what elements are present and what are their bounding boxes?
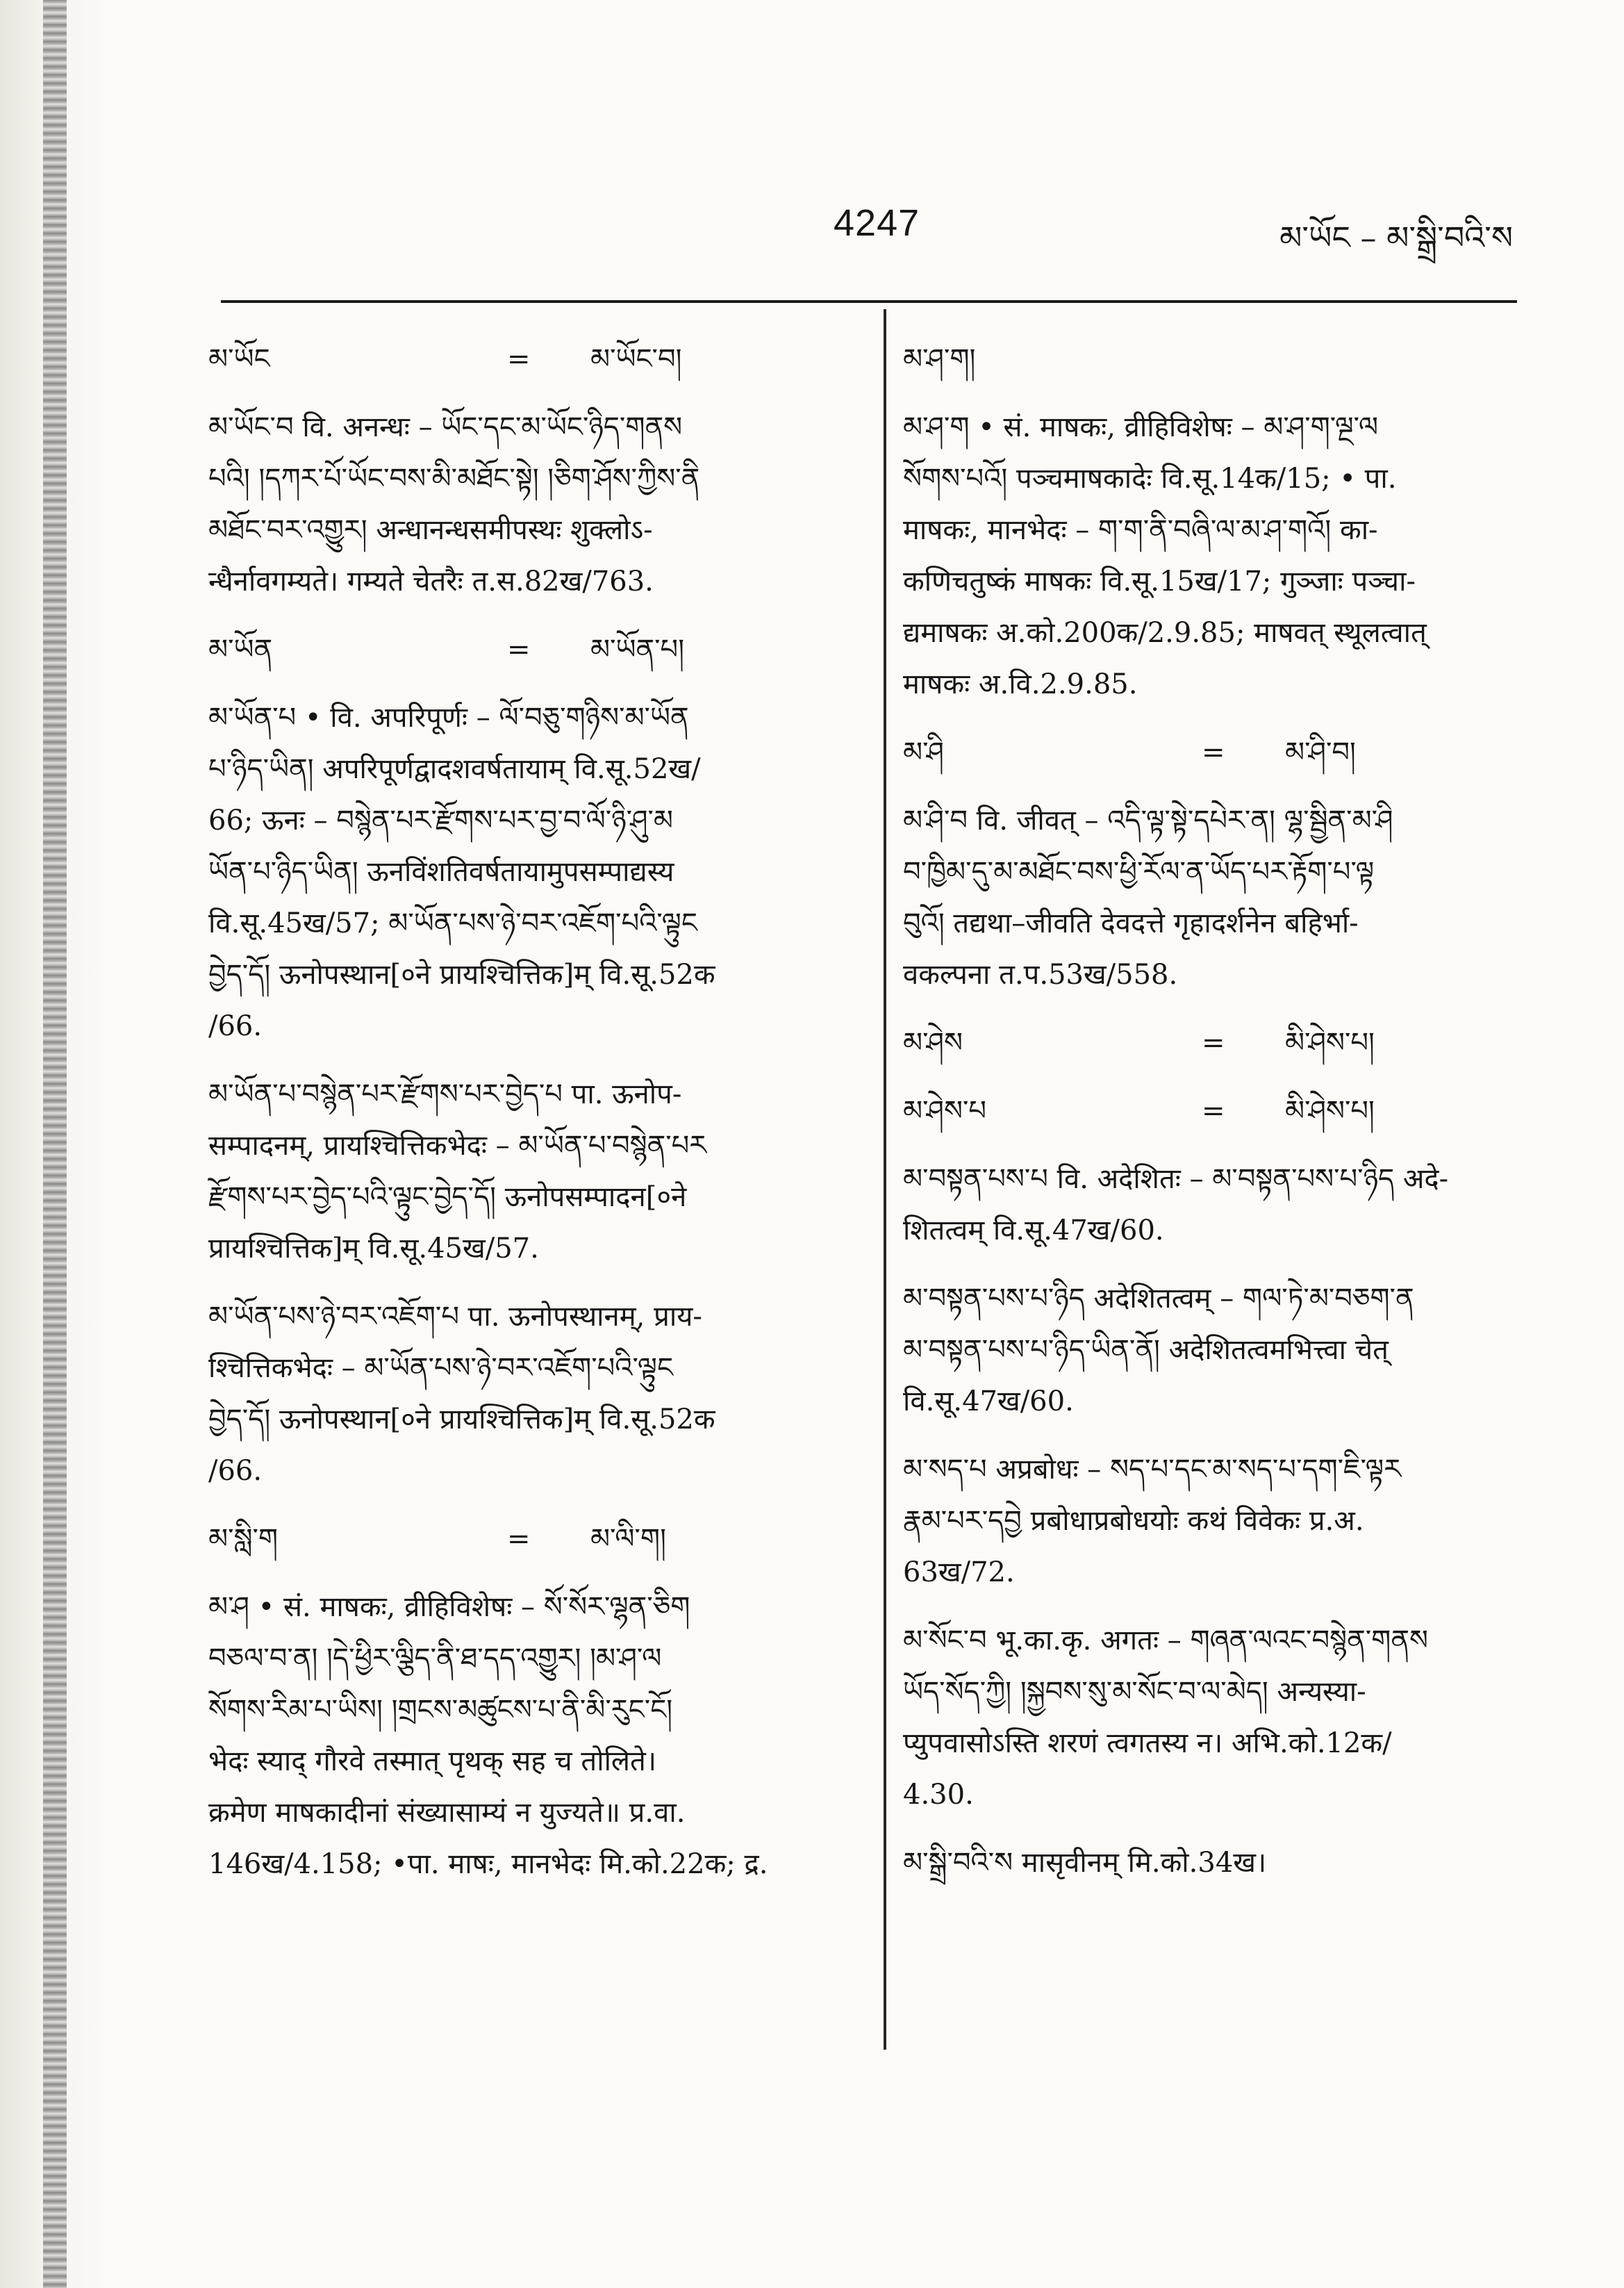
entry-line: न्धैर्नावगम्यते। गम्यते चेतरैः त.स.82ख/763. [208,566,654,598]
entry-line: 63ख/72. [903,1556,1015,1588]
entry-line: པ་ཉིད་ཡིན། अपरिपूर्णद्वादशवर्षतायाम् वि.सू.52ख/ [208,753,701,785]
entry-line: ཡོན་པ་ཉིད་ཡིན། ऊनविंशतिवर्षतायामुपसम्पाद्यस्य [208,856,674,888]
header-rule [221,300,1517,303]
running-head: མ་ཡོང – མ་སྒྲི་བའི་ས [1279,219,1513,256]
xref-headword: མ་སླི་ག [208,1523,279,1555]
xref-equals: = [1202,1027,1225,1059]
entry-headline: མ་ཤི་བ वि. जीवत् – འདི་ལྟ་སྟེ་དཔེར་ན། ལྷ་སྦྱིན་མ་ཤི [903,805,1393,837]
entry-line: क्रमेण माषकादीनां संख्यासाम्यं न युज्यते॥ प्र.वा. [208,1797,686,1829]
cross-reference-entry [208,334,854,385]
entry-line: བཅལ་བ་ན། །དེ་ཕྱིར་ལྕིད་ནི་ཐ་དད་འགྱུར། །མ་ཤ་ལ [208,1643,662,1674]
xref-headword: མ་ཤེས [903,1027,963,1059]
entry-line: कणिचतुष्कं माषकः वि.सू.15ख/17; गुञ्जाः पञ्चा- [903,566,1416,598]
entry-line: वि.सू.45ख/57; མ་ཡོན་པས་ཉེ་བར་འཇོག་པའི་ལྟུང [208,907,697,939]
entry-line: माषकः, मानभेदः – ག་ག་ནི་བཞི་ལ་མ་ཤ་གའོ། का- [903,514,1378,546]
dictionary-entry [208,1291,854,1497]
entry-line: བྱེད་དོ། ऊनोपस्थान[०ने प्रायश्चित्तिक]म् वि.सू.52क [208,1404,715,1435]
entry-line: པའི། །དཀར་པོ་ཡོང་བས་མི་མཐོང་སྟེ། །ཅིག་ཤོས་ཀྱིས་ནི [208,463,700,495]
entry-headline: མ་ཤ • सं. माषकः, व्रीहिविशेषः – སོ་སོར་ལྷན་ཅིག [208,1591,690,1623]
entry-headline: མ་སོང་བ भू.का.कृ. अगतः – གཞན་ལའང་བསྙེན་གནས [903,1624,1429,1656]
entry-headline: མ་བསྟན་པས་པ་ཉིད अदेशितत्वम् – གལ་ཏེ་མ་བཅག་ན [903,1283,1414,1315]
entry-line: भेदः स्याद् गौरवे तस्मात् पृथक् सह च तोलिते। [208,1745,657,1777]
entry-line: 66; ऊनः – བསྙེན་པར་རྫོགས་པར་བྱ་བ་ལོ་ཉི་ཤུ་མ [208,805,673,837]
xref-equals: = [507,1523,531,1555]
xref-equals: = [1202,736,1225,768]
xref-target: མི་ཤེས་པ། [1285,1027,1375,1059]
entry-line: བ་ཁྱིམ་དུ་མ་མཐོང་བས་ཕྱི་རོལ་ན་ཡོད་པར་རྟོག་པ་ལྟ [903,856,1375,888]
entry-line: प्रायश्चित्तिक]म् वि.सू.45ख/57. [208,1233,539,1265]
entry-line: शितत्वम् वि.सू.47ख/60. [903,1215,1164,1246]
cross-reference-entry [208,624,854,675]
page-number: 4247 [834,202,920,244]
page-header [0,201,1624,264]
dictionary-entry [208,692,854,1052]
entry-headline: མ་ཤ་ག • सं. माषकः, व्रीहिविशेषः – མ་ཤ་ག་ལྔ་ལ [903,411,1379,443]
entry-headline: མ་ཡོང་བ वि. अनन्धः – ཡོང་དང་མ་ཡོང་ཉིད་གནས [208,411,683,443]
entry-line: प्युपवासोऽस्ति शरणं त्वगतस्य न। अभि.को.12क/ [903,1727,1392,1759]
xref-equals: = [1202,1095,1225,1127]
entry-line: སོགས་པའོ། पञ्चमाषकादेः वि.सू.14क/15; • पा. [903,463,1397,495]
column-divider [884,309,886,2050]
entry-headline: མ་ཡོན་པས་ཉེ་བར་འཇོག་པ पा. ऊनोपस्थानम्, प्राय- [208,1301,702,1333]
entry-line: सम्पादनम्, प्रायश्चित्तिकभेदः – མ་ཡོན་པ་བསྙེན་པར [208,1130,707,1162]
xref-target: མ་ཡོང་བ། [590,343,682,375]
dictionary-entry [208,1069,854,1274]
cross-reference-entry [903,1085,1528,1137]
entry-headline: མ་སད་པ अप्रबोधः – སད་པ་དང་མ་སད་པ་དག་ཇི་ལྟར [903,1454,1402,1485]
dictionary-entry [208,402,854,607]
entry-headline: མ་བསྟན་པས་པ वि. अदेशितः – མ་བསྟན་པས་པ་ཉིད अदे- [903,1163,1449,1195]
entry-headline: མ་ཤ་ག། [903,343,976,375]
xref-headword: མ་ཡོང [208,343,270,375]
xref-headword: མ་ཤེས་པ [903,1095,986,1127]
cross-reference-entry [208,1513,854,1565]
xref-target: མ་ལི་ག། [590,1523,666,1555]
entry-line: /66. [208,1455,263,1487]
dictionary-entry [903,402,1528,710]
dictionary-entry [208,1581,854,1890]
entry-line: माषकः अ.वि.2.9.85. [903,668,1138,700]
entry-line: བུའོ། तद्यथा–जीवति देवदत्ते गृहादर्शनेन बहिर्भा- [903,907,1359,939]
right-column [903,334,1528,1905]
cross-reference-entry [903,727,1528,778]
xref-target: མ་ཡོན་པ། [590,634,685,666]
entry-line: 146ख/4.158; •पा. माषः, मानभेदः मि.को.22क; द्र. [208,1848,768,1880]
book-binding-edge [43,0,67,2288]
entry-line: वि.सू.47ख/60. [903,1385,1074,1417]
continued-headword [903,334,1528,385]
dictionary-entry [903,1273,1528,1427]
entry-line: རྣམ་པར་དབྱེ प्रबोधाप्रबोधयोः कथं विवेकः प्र.अ. [903,1505,1364,1537]
xref-headword: མ་ཤི [903,736,944,768]
entry-line: श्चित्तिकभेदः – མ་ཡོན་པས་ཉེ་བར་འཇོག་པའི་ལྟུང [208,1352,674,1384]
entry-headline: མ་སྒྲི་བའི་ས मासृवीनम् मि.को.34ख। [903,1847,1267,1879]
xref-equals: = [507,634,531,666]
entry-line: སོགས་རིམ་པ་ཡིས། །གྲངས་མཚུངས་པ་ནི་མི་རུང་ངོ། [208,1694,673,1726]
xref-target: མ་ཤི་བ། [1285,736,1356,768]
dictionary-entry [903,1153,1528,1256]
entry-line: ཡོད་སོད་ཀྱི། །སྐྱབས་སུ་མ་སོང་བ་ལ་མེད། अन्यस्या- [903,1676,1366,1708]
dictionary-entry [903,1615,1528,1820]
cross-reference-entry [903,1017,1528,1069]
entry-line: རྫོགས་པར་བྱེད་པའི་ལྟུང་བྱེད་དོ། ऊनोपसम्पादन[०ने [208,1181,687,1213]
entry-line: བྱེད་དོ། ऊनोपस्थान[०ने प्रायश्चित्तिक]म् वि.सू.52क [208,959,715,991]
entry-line: /66. [208,1010,263,1042]
entry-line: མཐོང་བར་འགྱུར། अन्धानन्धसमीपस्थः शुक्लोऽ- [208,514,653,546]
entry-line: མ་བསྟན་པས་པ་ཉིད་ཡིན་ནོ། अदेशितत्वमभित्त्वा चेत् [903,1334,1389,1366]
dictionary-entry [903,1444,1528,1598]
dictionary-entry [903,795,1528,1001]
entry-headline: མ་ཡོན་པ་བསྙེན་པར་རྫོགས་པར་བྱེད་པ पा. ऊनोप- [208,1078,682,1110]
dictionary-entry [903,1837,1528,1888]
entry-line: द्यमाषकः अ.को.200क/2.9.85; माषवत् स्थूलत्वात् [903,617,1427,649]
entry-headline: མ་ཡོན་པ • वि. अपरिपूर्णः – ལོ་བཅུ་གཉིས་མ་ཡོན [208,702,689,734]
entry-line: 4.30. [903,1779,974,1811]
xref-headword: མ་ཡོན [208,634,273,666]
xref-target: མི་ཤེས་པ། [1285,1095,1375,1127]
xref-equals: = [507,343,531,375]
left-column [208,334,854,1907]
entry-line: वकल्पना त.प.53ख/558. [903,959,1178,991]
